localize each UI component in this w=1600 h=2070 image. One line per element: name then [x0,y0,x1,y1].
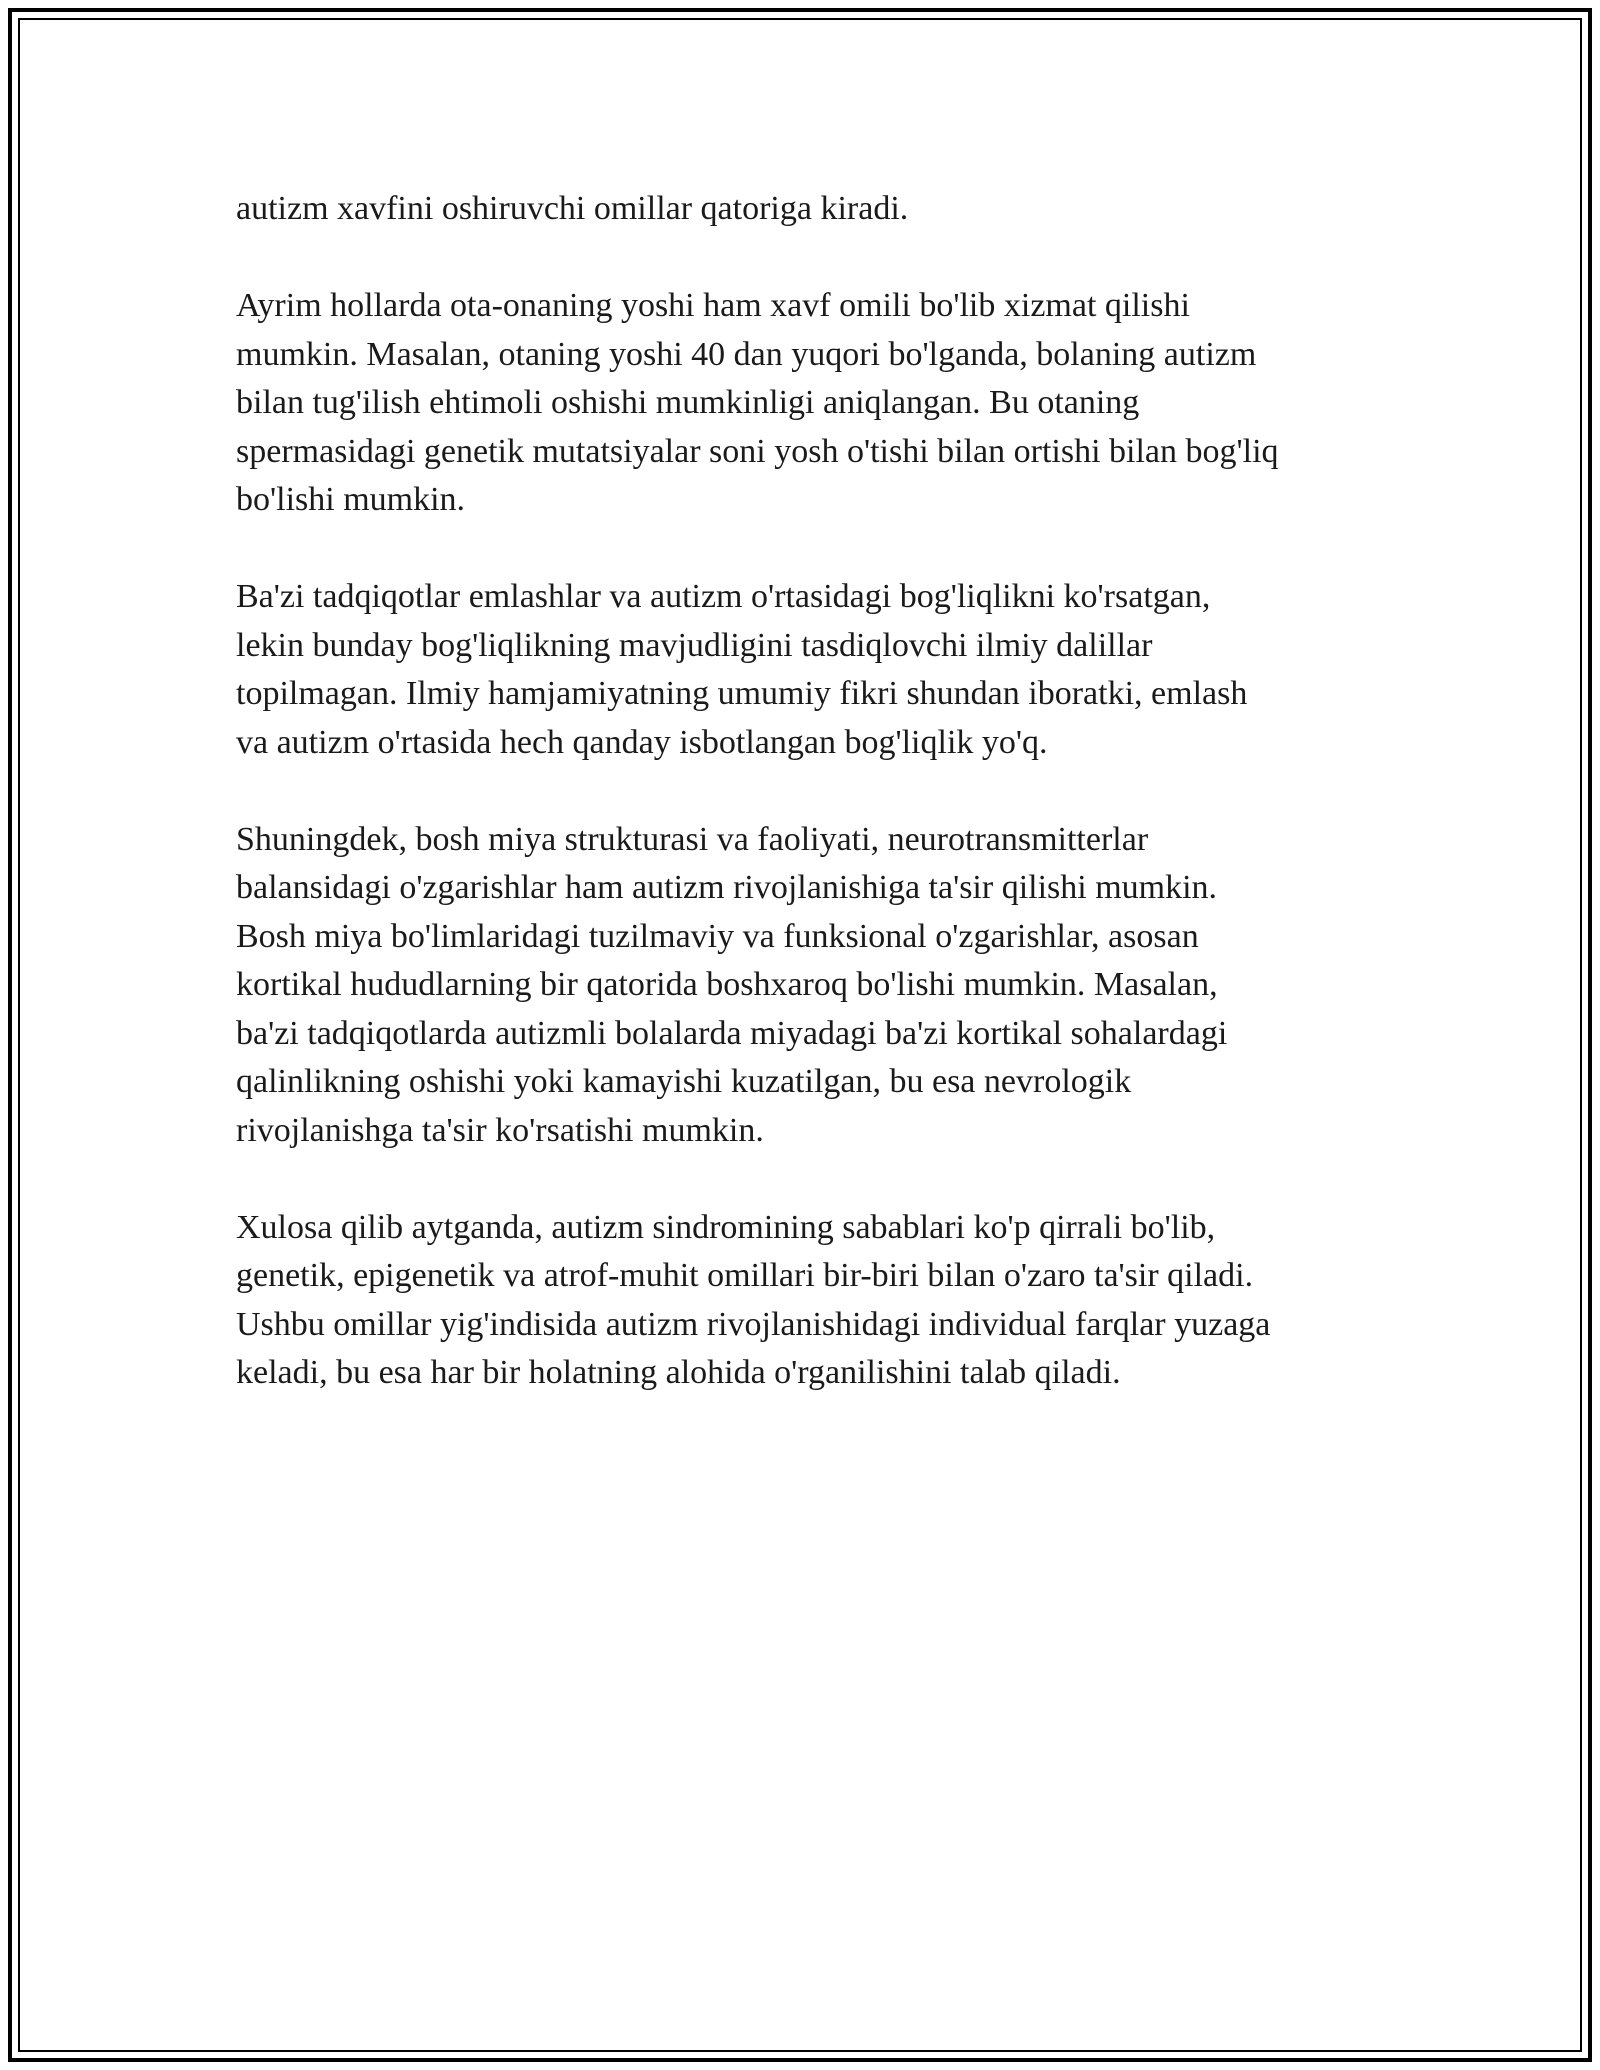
text-line: qalinlikning oshishi yoki kamayishi kuzatilgan, bu esa nevrologik [236,1063,1132,1100]
paragraph [236,282,1376,525]
text-line: lekin bunday bog'liqlikning mavjudligini tasdiqlovchi ilmiy dalillar [236,626,1153,664]
text-line: bo'lishi mumkin. [236,481,466,518]
text-line: Ushbu omillar yig'indisida autizm rivojlanishidagi individual farqlar yuzaga [236,1305,1271,1343]
text-line: genetik, epigenetik va atrof-muhit omillari bir-biri bilan o'zaro ta'sir qiladi. [236,1257,1254,1294]
text-line: topilmagan. Ilmiy hamjamiyatning umumiy fikri shundan iboratki, emlash [236,675,1248,712]
text-line: rivojlanishga ta'sir ko'rsatishi mumkin. [236,1111,764,1149]
paragraph [236,816,1376,1156]
document-body [236,185,1376,1446]
text-line: Shuningdek, bosh miya strukturasi va faoliyati, neurotransmitterlar [236,820,1149,858]
paragraph [236,573,1376,767]
text-line: Bosh miya bo'limlaridagi tuzilmaviy va funksional o'zgarishlar, asosan [236,917,1199,955]
text-line: ba'zi tadqiqotlarda autizmli bolalarda miyadagi ba'zi kortikal sohalardagi [236,1014,1228,1052]
paragraph [236,1204,1376,1398]
text-line: Ba'zi tadqiqotlar emlashlar va autizm o'rtasidagi bog'liqlikni ko'rsatgan, [236,578,1211,615]
text-line: autizm xavfini oshiruvchi omillar qatoriga kiradi. [236,190,909,227]
text-line: keladi, bu esa har bir holatning alohida o'rganilishini talab qiladi. [236,1354,1121,1391]
text-line: va autizm o'rtasida hech qanday isbotlangan bog'liqlik yo'q. [236,723,1048,761]
text-line: spermasidagi genetik mutatsiyalar soni yosh o'tishi bilan ortishi bilan bog'liq [236,432,1279,470]
text-line: Ayrim hollarda ota-onaning yoshi ham xavf omili bo'lib xizmat qilishi [236,287,1190,324]
text-line: balansidagi o'zgarishlar ham autizm rivojlanishiga ta'sir qilishi mumkin. [236,869,1218,906]
text-line: bilan tug'ilish ehtimoli oshishi mumkinligi aniqlangan. Bu otaning [236,384,1140,421]
paragraph [236,185,1376,234]
text-line: kortikal hududlarning bir qatorida boshxaroq bo'lishi mumkin. Masalan, [236,966,1218,1003]
text-line: Xulosa qilib aytganda, autizm sindromining sabablari ko'p qirrali bo'lib, [236,1208,1216,1246]
text-line: mumkin. Masalan, otaning yoshi 40 dan yuqori bo'lganda, bolaning autizm [236,335,1257,373]
